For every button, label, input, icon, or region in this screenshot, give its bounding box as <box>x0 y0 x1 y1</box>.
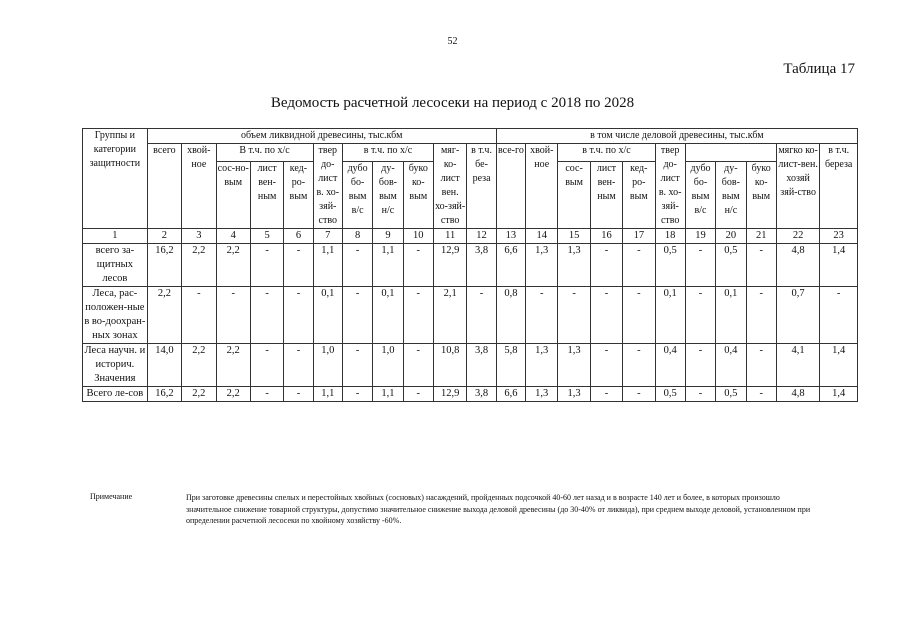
table-cell: - <box>250 244 283 287</box>
table-cell: - <box>685 287 715 344</box>
table-cell: 2,2 <box>182 344 216 387</box>
col-number: 6 <box>284 229 313 244</box>
table-cell: 6,6 <box>496 387 525 402</box>
header-birch-incl: в т.ч. бе-реза <box>467 144 496 229</box>
header-hardwood-business: твер до-лист в. хо-зяй-ство <box>655 144 685 229</box>
table-cell: 1,1 <box>373 387 403 402</box>
header-empty-business <box>685 144 776 162</box>
table-cell: - <box>746 287 776 344</box>
table-cell: - <box>403 387 433 402</box>
table-cell: - <box>250 344 283 387</box>
header-birch-business: в т.ч. береза <box>820 144 858 229</box>
column-number-row <box>83 229 858 244</box>
table-cell: 3,8 <box>467 244 496 287</box>
table-cell: 0,8 <box>496 287 525 344</box>
header-oak-high: дубо бо-вым в/с <box>342 161 372 228</box>
col-number: 17 <box>623 229 655 244</box>
row-label: всего за-щитных лесов <box>83 244 148 287</box>
col-number: 2 <box>147 229 181 244</box>
table-cell: 0,5 <box>655 387 685 402</box>
table-cell: - <box>342 344 372 387</box>
header-total-business: все-го <box>496 144 525 229</box>
col-number: 22 <box>776 229 819 244</box>
table-cell: - <box>685 387 715 402</box>
col-number: 8 <box>342 229 372 244</box>
col-number: 3 <box>182 229 216 244</box>
table-cell: 16,2 <box>147 244 181 287</box>
row-label: Всего ле-сов <box>83 387 148 402</box>
header-softwood-business: мягко ко-лист-вен. хозяй зяй-ство <box>776 144 819 229</box>
header-hardwood: твер до-лист в. хо-зяй-ство <box>313 144 342 229</box>
table-cell: - <box>590 387 622 402</box>
table-row <box>83 287 858 344</box>
table-cell: 2,2 <box>182 244 216 287</box>
table-cell: 1,3 <box>558 387 590 402</box>
table-cell: 1,4 <box>820 344 858 387</box>
table-cell: - <box>342 387 372 402</box>
table-cell: 0,1 <box>655 287 685 344</box>
table-cell: - <box>182 287 216 344</box>
table-cell: - <box>403 287 433 344</box>
table-cell: 0,4 <box>716 344 746 387</box>
col-number: 14 <box>526 229 558 244</box>
table-cell: 4,8 <box>776 244 819 287</box>
table-cell: 1,3 <box>526 244 558 287</box>
table-cell: 0,5 <box>655 244 685 287</box>
table-cell: 3,8 <box>467 344 496 387</box>
table-cell: - <box>623 387 655 402</box>
table-cell: - <box>590 344 622 387</box>
header-incl-hardwood: в т.ч. по х/с <box>342 144 433 162</box>
table-cell: - <box>284 387 313 402</box>
table-cell: 0,1 <box>716 287 746 344</box>
table-cell: - <box>746 387 776 402</box>
table-cell: 0,5 <box>716 244 746 287</box>
header-oak-high-business: дубо бо-вым в/с <box>685 161 715 228</box>
table-cell: - <box>284 287 313 344</box>
table-cell: 2,2 <box>216 244 250 287</box>
calculation-table <box>82 128 858 402</box>
col-number: 10 <box>403 229 433 244</box>
header-oak-low-business: ду-бов-вым н/с <box>716 161 746 228</box>
table-cell: - <box>623 344 655 387</box>
table-cell: 1,3 <box>526 344 558 387</box>
header-oak-low: ду-бов-вым н/с <box>373 161 403 228</box>
table-row <box>83 387 858 402</box>
table-body <box>83 244 858 402</box>
table-cell: 4,1 <box>776 344 819 387</box>
col-number: 13 <box>496 229 525 244</box>
table-cell: - <box>685 244 715 287</box>
table-cell: 4,8 <box>776 387 819 402</box>
row-label: Леса, рас-положен-ные в во-доохран-ных зонах <box>83 287 148 344</box>
table-cell: 1,4 <box>820 387 858 402</box>
table-cell: - <box>284 244 313 287</box>
table-label: Таблица 17 <box>783 61 855 77</box>
table-cell: - <box>590 244 622 287</box>
table-cell: - <box>590 287 622 344</box>
col-number: 7 <box>313 229 342 244</box>
note-text: При заготовке древесины спелых и перестойных хвойных (сосновых) насаждений, пройденных подсочкой 40-60 лет назад и в возрасте 140 лет и более, в которых произошло значительное снижение товарной структуры, допустимо значительное снижение выхода деловой древесины (до 30-40% от ликвида), при среднем выходе деловой, установленном при определении расчетной лесосеки по хвойному хозяйству -60%. <box>186 493 811 525</box>
table-cell: 12,9 <box>433 387 466 402</box>
table-cell: 3,8 <box>467 387 496 402</box>
col-number: 23 <box>820 229 858 244</box>
header-groups: Группы и категории защитности <box>83 129 148 229</box>
col-number: 20 <box>716 229 746 244</box>
table-cell: - <box>216 287 250 344</box>
header-pine: сос-но-вым <box>216 161 250 228</box>
col-number: 4 <box>216 229 250 244</box>
table-cell: 0,7 <box>776 287 819 344</box>
table-cell: 14,0 <box>147 344 181 387</box>
table-cell: - <box>250 287 283 344</box>
header-cedar: кед-ро-вым <box>284 161 313 228</box>
col-number: 15 <box>558 229 590 244</box>
table-cell: 1,1 <box>313 387 342 402</box>
table-cell: 2,2 <box>182 387 216 402</box>
col-number: 19 <box>685 229 715 244</box>
header-larch: лист вен-ным <box>250 161 283 228</box>
col-number: 16 <box>590 229 622 244</box>
table-cell: 2,1 <box>433 287 466 344</box>
table-title: Ведомость расчетной лесосеки на период с 2018 по 2028 <box>270 95 635 111</box>
table-cell: 0,1 <box>373 287 403 344</box>
table-cell: 1,4 <box>820 244 858 287</box>
table-cell: - <box>746 244 776 287</box>
table-cell: - <box>403 244 433 287</box>
table-cell: 1,3 <box>558 344 590 387</box>
table-cell: - <box>623 244 655 287</box>
table-cell: - <box>250 387 283 402</box>
table-cell: - <box>746 344 776 387</box>
table-row <box>83 244 858 287</box>
note-label: Примечание <box>90 492 133 501</box>
table-cell: - <box>685 344 715 387</box>
table-cell: 5,8 <box>496 344 525 387</box>
table-cell: 1,3 <box>526 387 558 402</box>
table-cell: 1,3 <box>558 244 590 287</box>
header-liquid-volume: объем ликвидной древесины, тыс.кбм <box>147 129 496 144</box>
header-incl-conifer-business: в т.ч. по х/с <box>558 144 655 162</box>
table-cell: - <box>342 287 372 344</box>
table-cell: - <box>403 344 433 387</box>
table-cell: 1,0 <box>313 344 342 387</box>
col-number: 21 <box>746 229 776 244</box>
col-number: 1 <box>83 229 148 244</box>
table-cell: 10,8 <box>433 344 466 387</box>
table-cell: - <box>467 287 496 344</box>
header-business-volume: в том числе деловой древесины, тыс.кбм <box>496 129 857 144</box>
table-cell: - <box>820 287 858 344</box>
page-number: 52 <box>447 36 458 47</box>
header-conifer-business: хвой-ное <box>526 144 558 229</box>
header-softwood: мяг-ко-лист вен. хо-зяй-ство <box>433 144 466 229</box>
header-cedar-business: кед-ро-вым <box>623 161 655 228</box>
header-total: всего <box>147 144 181 229</box>
table-cell: 1,1 <box>313 244 342 287</box>
table-cell: 1,1 <box>373 244 403 287</box>
col-number: 11 <box>433 229 466 244</box>
table-cell: - <box>558 287 590 344</box>
table-cell: 2,2 <box>216 387 250 402</box>
table-cell: - <box>623 287 655 344</box>
header-conifer: хвой-ное <box>182 144 216 229</box>
table-cell: 6,6 <box>496 244 525 287</box>
row-label: Леса научн. и историч. Значения <box>83 344 148 387</box>
header-beech-business: буко ко-вым <box>746 161 776 228</box>
col-number: 12 <box>467 229 496 244</box>
table-cell: 2,2 <box>147 287 181 344</box>
table-cell: 0,4 <box>655 344 685 387</box>
table-cell: 1,0 <box>373 344 403 387</box>
table-cell: - <box>342 244 372 287</box>
header-incl-conifer: В т.ч. по х/с <box>216 144 313 162</box>
table-row <box>83 344 858 387</box>
table-cell: 0,1 <box>313 287 342 344</box>
table-cell: 2,2 <box>216 344 250 387</box>
col-number: 18 <box>655 229 685 244</box>
header-pine-business: сос-вым <box>558 161 590 228</box>
table-cell: - <box>284 344 313 387</box>
table-cell: - <box>526 287 558 344</box>
table-cell: 12,9 <box>433 244 466 287</box>
col-number: 5 <box>250 229 283 244</box>
header-larch-business: лист вен-ным <box>590 161 622 228</box>
col-number: 9 <box>373 229 403 244</box>
table-cell: 16,2 <box>147 387 181 402</box>
table-cell: 0,5 <box>716 387 746 402</box>
header-beech: буко ко-вым <box>403 161 433 228</box>
